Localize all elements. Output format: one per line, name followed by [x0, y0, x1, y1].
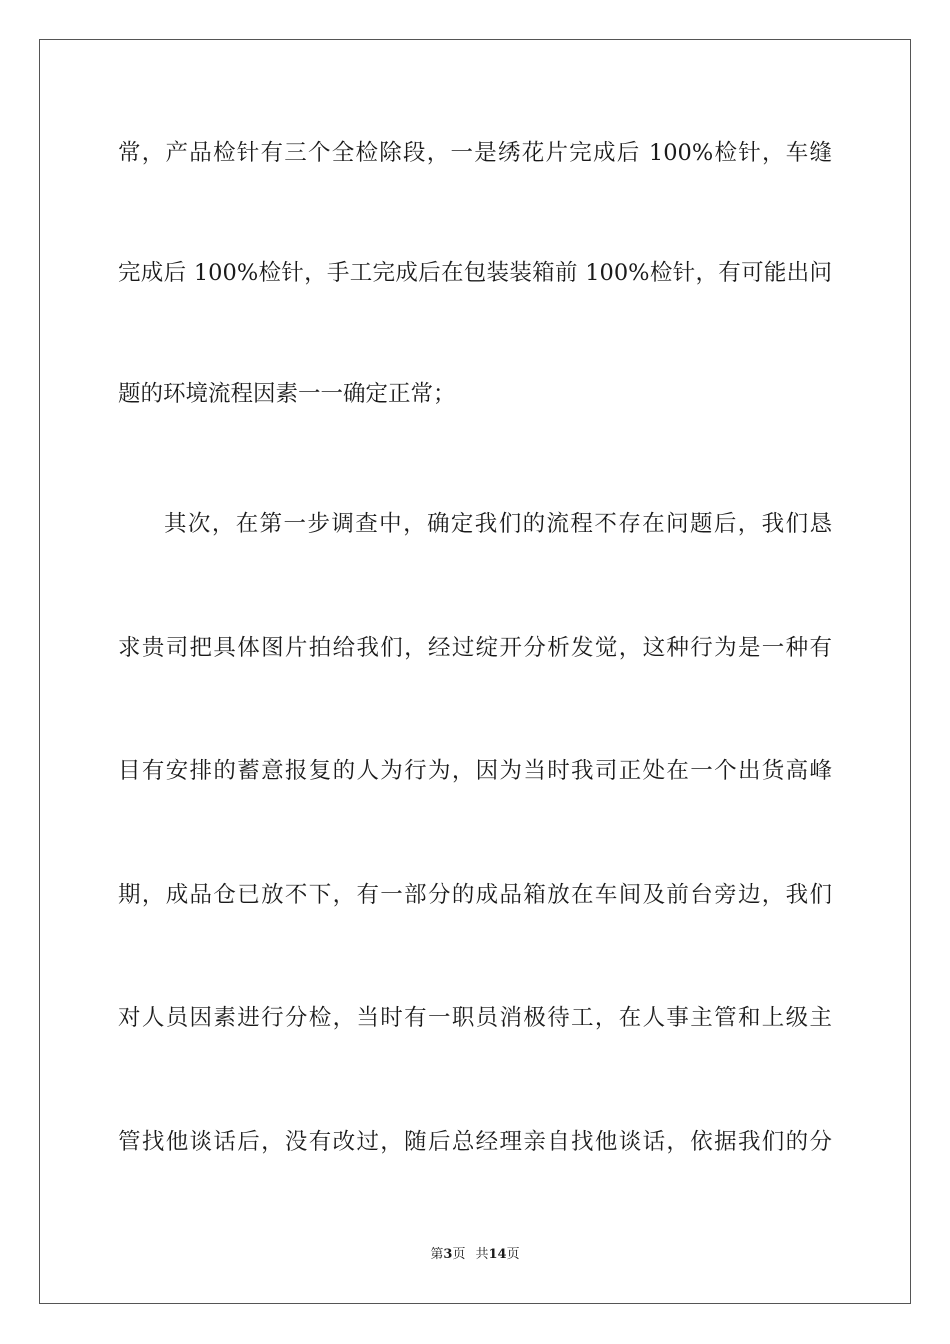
footer-total-prefix: 共 [475, 1247, 489, 1262]
paragraph-line-7: 期，成品仓已放不下，有一部分的成品箱放在车间及前台旁边，我们 [118, 882, 832, 908]
paragraph-line-3: 题的环境流程因素一一确定正常； [118, 381, 456, 407]
footer-page-prefix: 第 [430, 1247, 444, 1262]
page-footer [0, 1246, 950, 1264]
paragraph-line-6: 目有安排的蓄意报复的人为行为，因为当时我司正处在一个出货高峰 [118, 758, 832, 784]
paragraph-line-4: 其次，在第一步调查中，确定我们的流程不存在问题后，我们恳 [164, 511, 832, 537]
footer-page-suffix: 页 [452, 1247, 466, 1262]
paragraph-line-1: 常，产品检针有三个全检除段，一是绣花片完成后 100%检针，车缝 [118, 140, 832, 166]
footer-total-suffix: 页 [506, 1247, 520, 1262]
footer-total-pages: 14 [488, 1247, 507, 1262]
footer-page-number: 3 [443, 1247, 453, 1262]
page-border [39, 39, 911, 1304]
paragraph-line-8: 对人员因素进行分检，当时有一职员消极待工，在人事主管和上级主 [118, 1005, 832, 1031]
paragraph-line-5: 求贵司把具体图片拍给我们，经过绽开分析发觉，这种行为是一种有 [118, 635, 832, 661]
paragraph-line-2: 完成后 100%检针，手工完成后在包装装箱前 100%检针，有可能出问 [118, 260, 832, 286]
paragraph-line-9: 管找他谈话后，没有改过，随后总经理亲自找他谈话，依据我们的分 [118, 1129, 832, 1155]
